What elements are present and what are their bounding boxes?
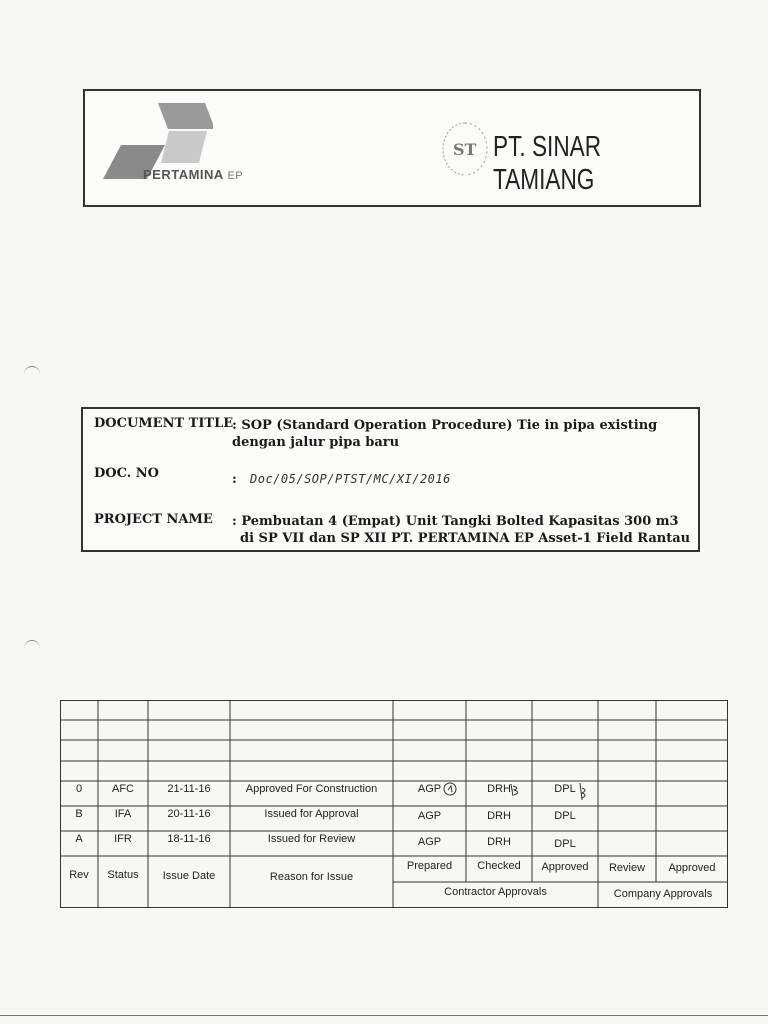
row-a-rev: A: [75, 833, 83, 845]
row-0-checked: DRH: [487, 783, 511, 795]
header-company-approved: Approved: [668, 862, 716, 874]
row-0-rev: 0: [75, 783, 83, 795]
row-0-status: AFC: [112, 783, 134, 795]
punch-hole-mark-lower: [24, 640, 40, 657]
svg-text:ST: ST: [453, 140, 477, 159]
header-issue-date: Issue Date: [162, 870, 216, 882]
row-0-date: 21-11-16: [167, 783, 211, 795]
row-a-approved: DPL: [554, 838, 576, 850]
row-a-prepared: AGP: [417, 836, 442, 848]
row-0-approved: DPL: [554, 783, 576, 795]
row-b-date: 20-11-16: [167, 808, 211, 820]
header-checked: Checked: [477, 860, 521, 872]
signature-initial-dpl-icon: [574, 780, 594, 804]
sinar-tamiang-seal-icon: [440, 119, 490, 179]
project-name-line1: : Pembuatan 4 (Empat) Unit Tangki Bolted Kapasitas 300 m3: [232, 514, 679, 529]
row-a-status: IFR: [114, 833, 132, 845]
project-name-line2: di SP VII dan SP XII PT. PERTAMINA EP Asset-1 Field Rantau: [240, 531, 691, 546]
header-reason: Reason for Issue: [269, 871, 354, 883]
row-0-prepared: AGP: [417, 783, 442, 795]
row-a-reason: Issued for Review: [267, 833, 356, 845]
page-edge-line: [0, 1015, 768, 1016]
header-contractor-approvals: Contractor Approvals: [444, 886, 547, 898]
row-b-approved: DPL: [554, 810, 576, 822]
row-0-reason: Approved For Construction: [245, 783, 378, 795]
row-b-status: IFA: [114, 808, 132, 820]
document-title-label: DOCUMENT TITLE: [94, 416, 234, 431]
row-a-checked: DRH: [487, 836, 511, 848]
revision-table: [60, 700, 728, 908]
doc-no-label: DOC. NO: [94, 466, 159, 481]
letterhead-box: [83, 89, 701, 207]
punch-hole-mark-upper: [24, 366, 40, 383]
document-title-line2: dengan jalur pipa baru: [232, 435, 400, 450]
row-a-date: 18-11-16: [167, 833, 211, 845]
project-name-label: PROJECT NAME: [94, 512, 213, 527]
signature-initial-drh-icon: [508, 780, 528, 800]
doc-no-value: Doc/05/SOP/PTST/MC/XI/2016: [250, 472, 451, 486]
header-rev: Rev: [69, 869, 89, 881]
contractor-name: PT. SINAR TAMIANG: [493, 131, 602, 196]
header-approved: Approved: [541, 861, 589, 873]
pertamina-logo-text: PERTAMINA EP: [143, 167, 244, 182]
doc-no-separator: :: [232, 472, 237, 487]
document-title-line1: : SOP (Standard Operation Procedure) Tie in pipa existing: [232, 418, 658, 433]
row-b-reason: Issued for Approval: [264, 808, 359, 820]
signature-initial-agp-icon: [442, 780, 462, 800]
header-company-approvals: Company Approvals: [613, 888, 713, 900]
header-prepared: Prepared: [406, 860, 453, 872]
row-b-rev: B: [75, 808, 83, 820]
header-review: Review: [608, 862, 646, 874]
row-b-checked: DRH: [487, 810, 511, 822]
header-status: Status: [107, 869, 139, 881]
row-b-prepared: AGP: [417, 810, 442, 822]
document-info-box: [81, 407, 700, 552]
